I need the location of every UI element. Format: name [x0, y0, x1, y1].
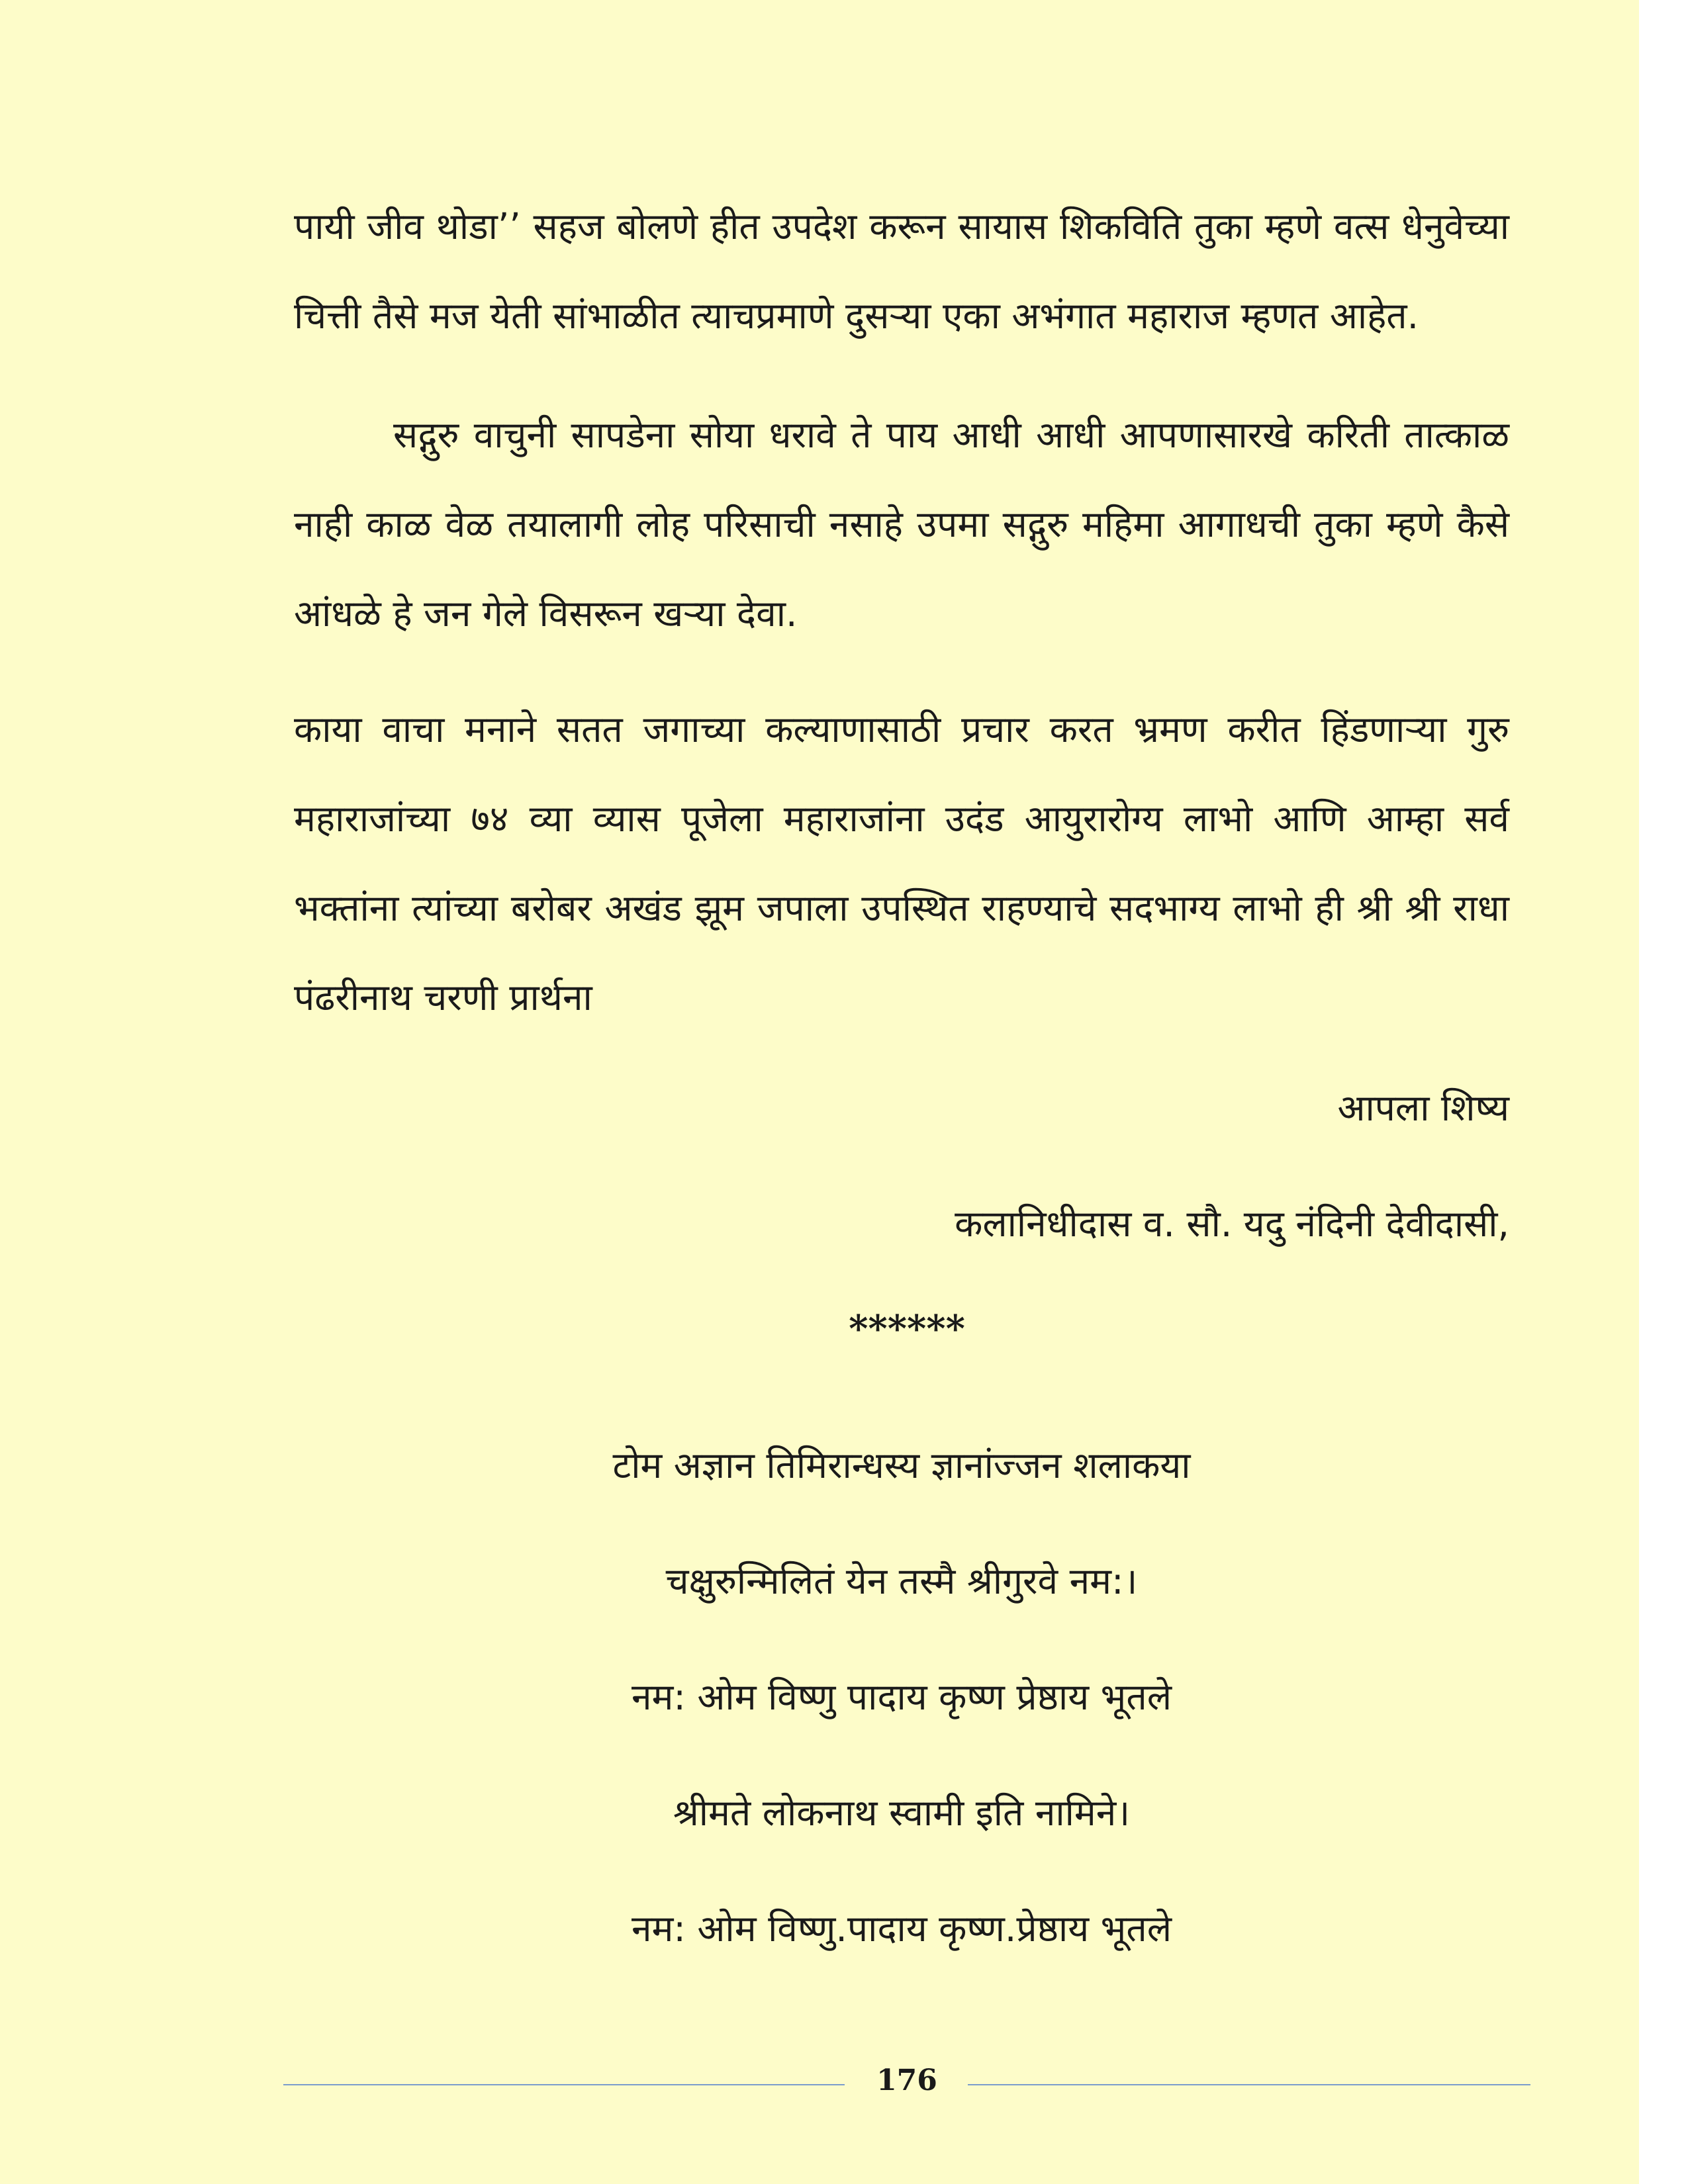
footer-rule-left: [283, 2084, 845, 2085]
paragraph-3: काया वाचा मनाने सतत जगाच्या कल्याणासाठी प्रचार करत भ्रमण करीत हिंडणाऱ्या गुरु महाराजांच्या ७४ व्या व्यास पूजेला महाराजांना उदंड आयुरारोग्य लाभो आणि आम्हा सर्व भक्तांना त्यांच्या बरोबर अखंड झूम जपाला उपस्थित राहण्याचे सदभाग्य लाभो ही श्री श्री राधा पंढरीनाथ चरणी प्रार्थना: [294, 708, 1509, 1019]
verse-line: श्रीमते लोकनाथ स्वामी इति नामिने।: [673, 1792, 1131, 1834]
paragraph-2: सद्गुरु वाचुनी सापडेना सोया धरावे ते पाय आधी आधी आपणासारखे करिती तात्काळ नाही काळ वेळ तयालागी लोह परिसाची नसाहे उपमा सद्गुरु महिमा आगाधची तुका म्हणे कैसे आंधळे हे जन गेले विसरून खऱ्या देवा.: [294, 414, 1509, 635]
paragraph-1: पायी जीव थोडा’’ सहज बोलणे हीत उपदेश करून सायास शिकविति तुका म्हणे वत्स धेनुवेच्या चित्ती तैसे मज येती सांभाळीत त्याचप्रमाणे दुसऱ्या एका अभंगात महाराज म्हणत आहेत.: [294, 205, 1509, 337]
signature-salutation: आपला शिष्य: [1337, 1087, 1509, 1129]
signature-names: कलानिधीदास व. सौ. यदु नंदिनी देवीदासी,: [955, 1203, 1509, 1245]
verse-line: नम: ओम विष्णु पादाय कृष्ण प्रेष्ठाय भूतले: [632, 1676, 1172, 1718]
section-separator: ******: [849, 1307, 965, 1351]
verse-line: चक्षुरुन्मिलितं येन तस्मै श्रीगुरवे नम:।: [665, 1560, 1138, 1602]
verse-line: टोम अज्ञान तिमिरान्धस्य ज्ञानांज्जन शलाकया: [612, 1444, 1191, 1486]
footer-rule-right: [968, 2084, 1530, 2085]
page-number: 176: [876, 2064, 937, 2097]
verse-line: नम: ओम विष्णु.पादाय कृष्ण.प्रेष्ठाय भूतले: [632, 1907, 1172, 1950]
